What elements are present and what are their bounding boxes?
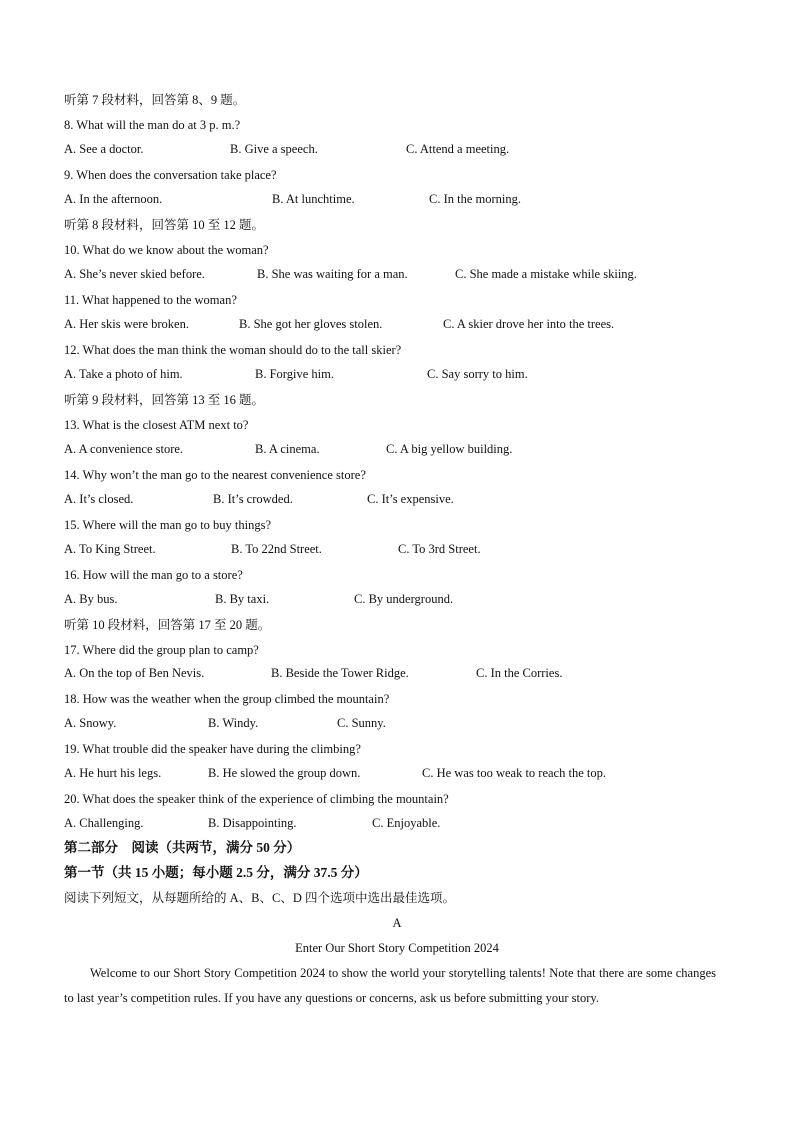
q17-option-b: B. Beside the Tower Ridge. — [271, 666, 409, 680]
q16-option-c: C. By underground. — [354, 592, 454, 606]
section-9-instruction: 听第 9 段材料，回答第 13 至 16 题。 — [64, 393, 265, 407]
section-8-instruction: 听第 8 段材料，回答第 10 至 12 题。 — [64, 218, 265, 232]
q18-option-c: C. Sunny. — [337, 716, 386, 730]
q13-option-a: A. A convenience store. — [64, 442, 184, 456]
q12-option-a: A. Take a photo of him. — [64, 367, 183, 381]
question-19: 19. What trouble did the speaker have during the climbing? — [64, 742, 361, 756]
q17-option-a: A. On the top of Ben Nevis. — [64, 666, 205, 680]
q14-option-c: C. It’s expensive. — [367, 492, 454, 506]
question-16: 16. How will the man go to a store? — [64, 568, 243, 582]
q20-option-c: C. Enjoyable. — [372, 816, 441, 830]
q12-option-b: B. Forgive him. — [255, 367, 334, 381]
q19-option-a: A. He hurt his legs. — [64, 766, 162, 780]
passage-paragraph: Welcome to our Short Story Competition 2024 to show the world your storytelling talents! Note that there are some changes to last year’s competition rules. If you have any questions or concerns, ask us before submitting your story. — [64, 966, 716, 1005]
q15-option-a: A. To King Street. — [64, 542, 156, 556]
q13-option-b: B. A cinema. — [255, 442, 320, 456]
question-13: 13. What is the closest ATM next to? — [64, 418, 249, 432]
q10-option-a: A. She’s never skied before. — [64, 267, 205, 281]
question-18: 18. How was the weather when the group climbed the mountain? — [64, 692, 390, 706]
section-1-heading: 第一节（共 15 小题；每小题 2.5 分，满分 37.5 分） — [64, 865, 368, 880]
q18-option-a: A. Snowy. — [64, 716, 117, 730]
q19-option-b: B. He slowed the group down. — [208, 766, 361, 780]
q8-option-c: C. Attend a meeting. — [406, 142, 510, 156]
reading-instructions: 阅读下列短文，从每题所给的 A、B、C、D 四个选项中选出最佳选项。 — [64, 891, 455, 905]
question-12: 12. What does the man think the woman should do to the tall skier? — [64, 343, 402, 357]
q8-option-a: A. See a doctor. — [64, 142, 144, 156]
q14-option-a: A. It’s closed. — [64, 492, 134, 506]
question-14: 14. Why won’t the man go to the nearest convenience store? — [64, 468, 366, 482]
q10-option-b: B. She was waiting for a man. — [257, 267, 408, 281]
passage-title: Enter Our Short Story Competition 2024 — [295, 941, 499, 955]
q11-option-b: B. She got her gloves stolen. — [239, 317, 383, 331]
q10-option-c: C. She made a mistake while skiing. — [455, 267, 637, 281]
q16-option-a: A. By bus. — [64, 592, 118, 606]
q15-option-c: C. To 3rd Street. — [398, 542, 481, 556]
q8-option-b: B. Give a speech. — [230, 142, 318, 156]
question-8: 8. What will the man do at 3 p. m.? — [64, 118, 241, 132]
q11-option-a: A. Her skis were broken. — [64, 317, 189, 331]
section-7-instruction: 听第 7 段材料，回答第 8、9 题。 — [64, 93, 246, 107]
question-11: 11. What happened to the woman? — [64, 293, 237, 307]
q20-option-b: B. Disappointing. — [208, 816, 297, 830]
q9-option-b: B. At lunchtime. — [272, 192, 355, 206]
q12-option-c: C. Say sorry to him. — [427, 367, 528, 381]
q19-option-c: C. He was too weak to reach the top. — [422, 766, 606, 780]
question-20: 20. What does the speaker think of the experience of climbing the mountain? — [64, 792, 449, 806]
q9-option-c: C. In the morning. — [429, 192, 522, 206]
section-10-instruction: 听第 10 段材料，回答第 17 至 20 题。 — [64, 618, 271, 632]
q15-option-b: B. To 22nd Street. — [231, 542, 322, 556]
q14-option-b: B. It’s crowded. — [213, 492, 293, 506]
question-15: 15. Where will the man go to buy things? — [64, 518, 272, 532]
q18-option-b: B. Windy. — [208, 716, 259, 730]
part-2-heading: 第二部分 阅读（共两节，满分 50 分） — [64, 840, 301, 855]
q9-option-a: A. In the afternoon. — [64, 192, 163, 206]
q13-option-c: C. A big yellow building. — [386, 442, 513, 456]
q16-option-b: B. By taxi. — [215, 592, 270, 606]
q20-option-a: A. Challenging. — [64, 816, 144, 830]
question-17: 17. Where did the group plan to camp? — [64, 643, 259, 657]
q11-option-c: C. A skier drove her into the trees. — [443, 317, 615, 331]
passage-letter: A — [392, 916, 402, 930]
q17-option-c: C. In the Corries. — [476, 666, 563, 680]
question-10: 10. What do we know about the woman? — [64, 243, 269, 257]
question-9: 9. When does the conversation take place? — [64, 168, 277, 182]
